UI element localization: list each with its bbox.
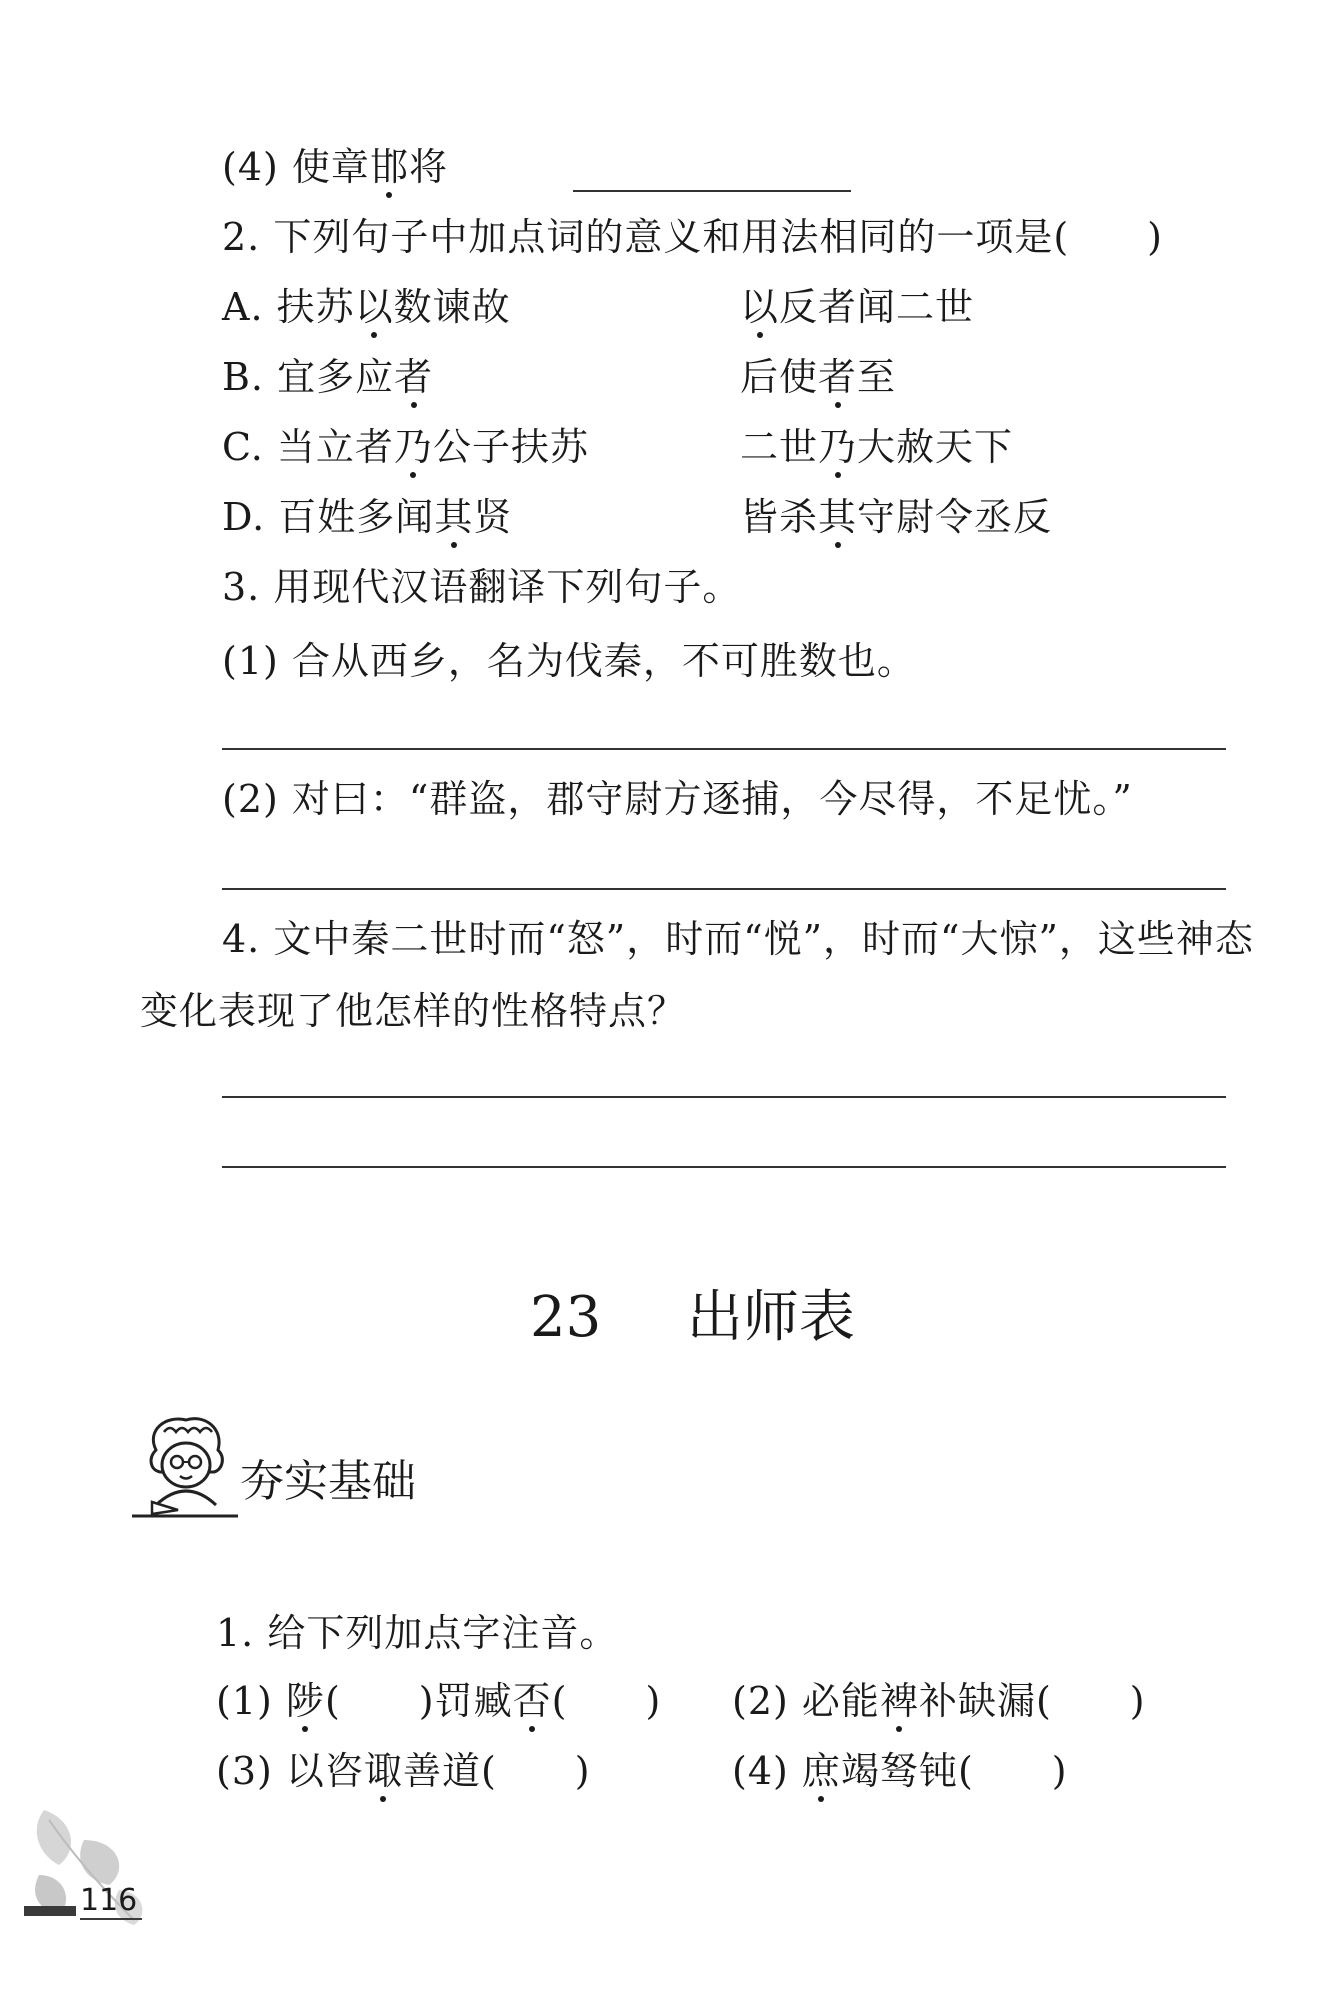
- item-number: (4): [222, 145, 279, 189]
- lesson-title: [530, 1285, 855, 1350]
- dotted-char: 庶: [801, 1749, 841, 1793]
- option-label: D.: [222, 495, 266, 539]
- q2-option-c-left: [222, 425, 589, 469]
- text: 臧: [473, 1679, 513, 1723]
- dotted-char: 诹: [363, 1749, 403, 1793]
- text: 善道( ): [402, 1749, 591, 1793]
- practice-q1-stem: 1. 给下列加点字注音。: [216, 1611, 619, 1655]
- text: 二世: [740, 425, 819, 469]
- text: 以咨: [285, 1749, 364, 1793]
- answer-line[interactable]: [222, 1166, 1226, 1168]
- text: 竭驽钝( ): [840, 1749, 1068, 1793]
- section-label: 夯实基础: [240, 1456, 416, 1507]
- dotted-char: 以: [354, 285, 394, 329]
- answer-line[interactable]: [222, 748, 1226, 750]
- option-label: A.: [222, 285, 264, 329]
- dotted-char: 陟: [285, 1679, 325, 1723]
- practice-q1-item-1: [216, 1679, 662, 1723]
- text: 公子扶苏: [432, 425, 589, 469]
- q3-sentence-1: (1) 合从西乡，名为伐秦，不可胜数也。: [222, 639, 916, 683]
- q4-line-2: 变化表现了他怎样的性格特点？: [140, 989, 687, 1033]
- dotted-char: 其: [818, 495, 858, 539]
- practice-q1-item-3: [216, 1749, 591, 1793]
- dotted-char: 否: [512, 1679, 552, 1723]
- dotted-char: 乃: [818, 425, 858, 469]
- text: ( ): [551, 1679, 662, 1723]
- item-number: (1): [216, 1679, 273, 1723]
- dotted-char: 邯: [369, 145, 409, 189]
- q2-stem: 2. 下列句子中加点词的意义和用法相同的一项是( ): [222, 215, 1163, 259]
- text: 补缺漏( ): [918, 1679, 1146, 1723]
- answer-line[interactable]: [222, 1096, 1226, 1098]
- text: 必能: [801, 1679, 880, 1723]
- q2-option-d-left: [222, 495, 513, 539]
- text: 百姓多闻: [278, 495, 435, 539]
- lesson-number: 23: [530, 1285, 602, 1350]
- text: 宜多应: [277, 355, 395, 399]
- text: 数谏故: [393, 285, 511, 329]
- dotted-char: 以: [740, 285, 780, 329]
- practice-q1-item-2: [732, 1679, 1146, 1723]
- dotted-char: 乃: [393, 425, 433, 469]
- q3-sentence-2: (2) 对曰：“群盗，郡守尉方逐捕，今尽得，不足忧。”: [222, 777, 1133, 821]
- q2-option-c-right: [740, 425, 1014, 469]
- page-number: 116: [80, 1883, 138, 1918]
- q2-option-a-left: [222, 285, 511, 329]
- answer-line[interactable]: [222, 888, 1226, 890]
- text: 将: [408, 145, 448, 189]
- q2-option-b-right: [740, 355, 897, 399]
- text: 反者闻二世: [779, 285, 975, 329]
- item-number: (3): [216, 1749, 273, 1793]
- dotted-char: 者: [818, 355, 858, 399]
- text: 后使: [740, 355, 819, 399]
- dotted-char: 裨: [879, 1679, 919, 1723]
- text: 当立者: [276, 425, 394, 469]
- option-label: B.: [222, 355, 265, 399]
- answer-blank[interactable]: [573, 190, 851, 192]
- dotted-char: 其: [434, 495, 474, 539]
- text: 守尉令丞反: [857, 495, 1053, 539]
- q3-stem: 3. 用现代汉语翻译下列句子。: [222, 565, 742, 609]
- option-label: C.: [222, 425, 264, 469]
- reader-cartoon-icon: [126, 1410, 246, 1520]
- lesson-name: 出师表: [686, 1285, 855, 1350]
- text: 扶苏: [276, 285, 355, 329]
- item-number: (2): [732, 1679, 789, 1723]
- q1-item-4: [222, 145, 448, 189]
- text: 大赦天下: [857, 425, 1014, 469]
- practice-q1-item-4: [732, 1749, 1068, 1793]
- text: 贤: [473, 495, 513, 539]
- text: ( )罚: [324, 1679, 474, 1723]
- page-number-bar: [24, 1906, 76, 1916]
- q2-option-b-left: [222, 355, 434, 399]
- q2-option-a-right: [740, 285, 975, 329]
- q4-line-1: 4. 文中秦二世时而“怒”，时而“悦”，时而“大惊”，这些神态: [222, 917, 1254, 961]
- q2-option-d-right: [740, 495, 1053, 539]
- text: 使章: [291, 145, 370, 189]
- dotted-char: 者: [394, 355, 434, 399]
- text: 皆杀: [740, 495, 819, 539]
- text: 至: [857, 355, 897, 399]
- item-number: (4): [732, 1749, 789, 1793]
- page-number-underline: [80, 1918, 142, 1920]
